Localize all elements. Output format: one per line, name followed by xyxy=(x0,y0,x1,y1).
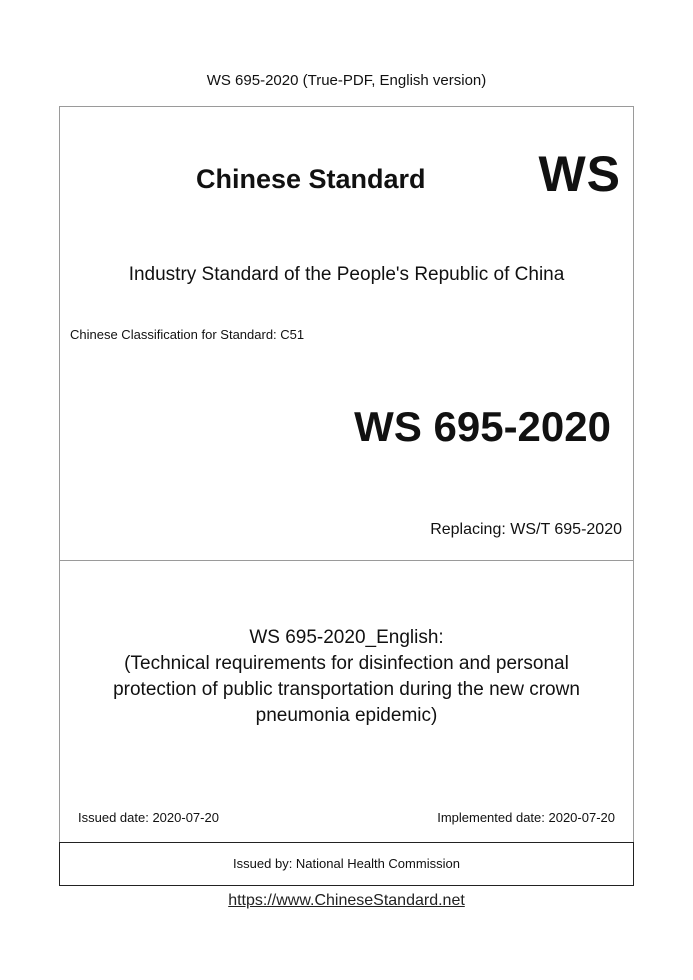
document-title xyxy=(60,625,633,729)
issued-date: Issued date: 2020-07-20 xyxy=(78,810,219,825)
website-link[interactable]: https://www.ChineseStandard.net xyxy=(228,892,465,909)
standard-label: Chinese Standard xyxy=(196,164,426,194)
issuer-line: Issued by: National Health Commission xyxy=(233,856,460,871)
document-info-panel xyxy=(59,560,634,843)
classification-line: Chinese Classification for Standard: C51 xyxy=(70,327,305,342)
replacing-line: Replacing: WS/T 695-2020 xyxy=(430,521,622,538)
implemented-date: Implemented date: 2020-07-20 xyxy=(437,810,615,825)
ws-mark: WS xyxy=(538,146,621,202)
standard-code: WS 695-2020 xyxy=(354,403,611,450)
industry-standard-line: Industry Standard of the People's Republic of China xyxy=(128,264,565,285)
document-title-line: WS 695-2020_English: xyxy=(249,627,444,648)
issuer-box xyxy=(59,842,634,886)
page-header-title: WS 695-2020 (True-PDF, English version) xyxy=(206,72,487,89)
document-title-line: protection of public transportation during the new crown xyxy=(113,679,580,700)
cover-panel xyxy=(59,106,634,561)
document-title-line: (Technical requirements for disinfection and personal xyxy=(124,653,569,674)
document-title-line: pneumonia epidemic) xyxy=(255,705,438,726)
